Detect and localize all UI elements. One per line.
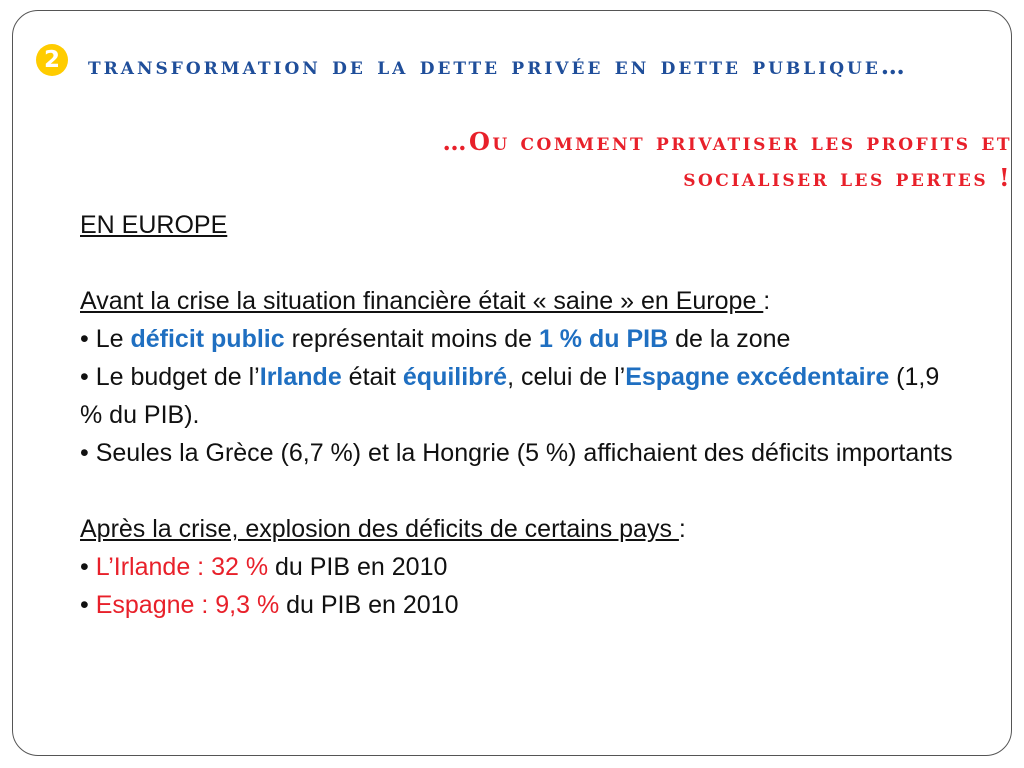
keyword-equilibre: équilibré <box>402 363 508 391</box>
bullet-text: de la zone <box>668 325 791 353</box>
keyword-irlande-deficit: L’Irlande : 32 % <box>88 553 269 581</box>
keyword-espagne-excedentaire: Espagne excédentaire <box>625 363 890 391</box>
subtitle-line-1: …Ou comment privatiser les profits et <box>442 127 1012 156</box>
after-intro-text: Après la crise, explosion des déficits de certains pays <box>80 515 679 543</box>
bullet-text: représentait moins de <box>284 325 539 353</box>
bullet-glyph: • <box>80 553 89 581</box>
bullet-espagne-2010 <box>80 586 960 624</box>
subtitle-line-2: socialiser les pertes ! <box>683 163 1012 192</box>
bullet-text: était <box>341 363 403 391</box>
keyword-espagne-deficit: Espagne : 9,3 % <box>88 591 280 619</box>
after-intro <box>80 510 960 548</box>
slide-subtitle <box>252 124 1012 196</box>
bullet-text: Seules la Grèce (6,7 %) et la Hongrie (5 %) affichaient des déficits importants <box>88 439 953 467</box>
bullet-text: Le <box>88 325 131 353</box>
before-intro <box>80 282 960 320</box>
bullet-text: Le budget de l’ <box>88 363 260 391</box>
bullet-glyph: • <box>80 591 89 619</box>
slide-body <box>80 206 960 624</box>
section-heading-text: EN EUROPE <box>80 211 228 239</box>
bullet-text: , celui de l’ <box>507 363 626 391</box>
spacer <box>80 244 960 282</box>
before-intro-text: Avant la crise la situation financière était « saine » en Europe <box>80 287 764 315</box>
keyword-pib-share: 1 % du PIB <box>538 325 669 353</box>
keyword-irlande: Irlande <box>259 363 342 391</box>
number-badge: 2 <box>36 44 68 76</box>
section-heading <box>80 206 960 244</box>
bullet-glyph: • <box>80 363 89 391</box>
before-intro-colon: : <box>763 287 771 315</box>
bullet-text: du PIB en 2010 <box>268 553 448 581</box>
slide-title: transformation de la dette privée en dette publique… <box>88 51 908 80</box>
bullet-glyph: • <box>80 439 89 467</box>
spacer <box>80 472 960 510</box>
after-intro-colon: : <box>678 515 686 543</box>
keyword-deficit-public: déficit public <box>130 325 285 353</box>
bullet-irlande-espagne <box>80 358 960 434</box>
bullet-grece-hongrie <box>80 434 960 472</box>
bullet-deficit-public <box>80 320 960 358</box>
bullet-text: (1,9 % du PIB). <box>80 363 940 429</box>
bullet-irlande-2010 <box>80 548 960 586</box>
bullet-text: du PIB en 2010 <box>279 591 459 619</box>
bullet-glyph: • <box>80 325 89 353</box>
